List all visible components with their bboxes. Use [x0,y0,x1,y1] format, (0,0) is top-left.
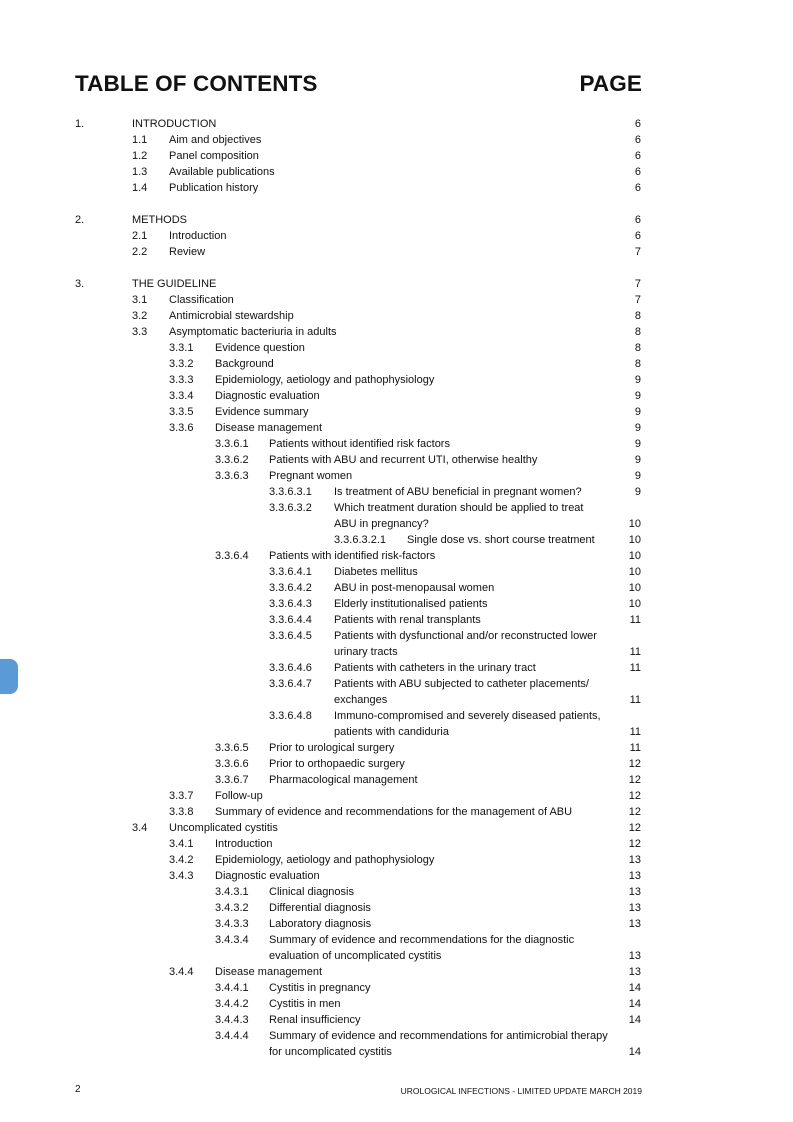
toc-entry-number: 3.3.6.3.2 [269,502,312,514]
toc-entry-number: 3.3.6.5 [215,742,249,754]
toc-entry-page: 12 [628,758,641,770]
toc-entry-page: 11 [629,646,641,658]
toc-entry-page: 10 [628,534,641,546]
toc-entry-title: Introduction [169,230,227,242]
toc-entry-title: Prior to orthopaedic surgery [269,758,405,770]
toc-entry-title: Clinical diagnosis [269,886,354,898]
toc-entry-number: 3.1 [132,294,148,306]
toc-entry-title: Patients with ABU and recurrent UTI, otherwise healthy [269,454,538,466]
toc-entry-number: 3.4.4.3 [215,1014,249,1026]
toc-entry-number: 2.2 [132,246,148,258]
toc-entry-page: 12 [628,774,641,786]
toc-entry-title: urinary tracts [334,646,398,658]
toc-entry-page: 7 [634,278,641,290]
toc-entry-number: 3.3.6.4.7 [269,678,312,690]
toc-entry-title: THE GUIDELINE [132,278,217,290]
toc-entry-title: Background [215,358,274,370]
toc-entry-page: 12 [628,790,641,802]
toc-entry-title: METHODS [132,214,187,226]
toc-entry-page: 7 [634,246,641,258]
toc-entry-title: Cystitis in men [269,998,341,1010]
toc-entry-page: 10 [628,518,641,530]
toc-entry-page: 6 [634,230,641,242]
toc-entry-number: 3.3.6.6 [215,758,249,770]
toc-entry-number: 3.3.6.4.2 [269,582,312,594]
toc-entry-number: 3.2 [132,310,148,322]
toc-entry-page: 6 [634,182,641,194]
toc-entry-number: 3.3.6.2 [215,454,249,466]
toc-entry-title: Available publications [169,166,275,178]
toc-entry-number: 3.3.8 [169,806,194,818]
toc-entry-page: 11 [629,662,641,674]
toc-entry-number: 3.3.6.4.6 [269,662,312,674]
toc-entry-number: 3.3.6.1 [215,438,249,450]
toc-entry-title: exchanges [334,694,388,706]
toc-entry-number: 3.3.6.3.1 [269,486,312,498]
toc-entry-page: 13 [628,918,641,930]
toc-entry-title: Patients with ABU subjected to catheter placements/ [334,678,589,690]
toc-entry-page: 11 [629,614,641,626]
toc-entry-page: 10 [628,550,641,562]
toc-entry-page: 6 [634,214,641,226]
document-title: UROLOGICAL INFECTIONS - LIMITED UPDATE MARCH 2019 [400,1086,642,1096]
toc-entry-title: Cystitis in pregnancy [269,982,371,994]
toc-entry-page: 13 [628,854,641,866]
toc-entry-number: 3.3.1 [169,342,194,354]
toc-entry-page: 13 [628,886,641,898]
toc-entry-number: 3. [75,278,85,290]
toc-entry-title: Patients without identified risk factors [269,438,450,450]
toc-entry-title: Diagnostic evaluation [215,390,320,402]
toc-entry-page: 9 [634,422,641,434]
toc-entry-number: 3.3.3 [169,374,194,386]
toc-entry-title: Classification [169,294,234,306]
toc-entry-title: Diagnostic evaluation [215,870,320,882]
toc-entry-number: 3.3.6.3 [215,470,249,482]
toc-entry-page: 14 [628,982,641,994]
toc-entry-title: Publication history [169,182,259,194]
toc-entry-number: 3.3.6.4.5 [269,630,312,642]
toc-entry-title: Antimicrobial stewardship [169,310,294,322]
toc-entry-page: 6 [634,134,641,146]
toc-entry-number: 3.3.7 [169,790,194,802]
toc-entry-page: 10 [628,598,641,610]
toc-entry-title: Prior to urological surgery [269,742,395,754]
toc-entry-title: Epidemiology, aetiology and pathophysiology [215,854,435,866]
toc-entry-number: 3.3.6.4.3 [269,598,312,610]
toc-entry-page: 6 [634,150,641,162]
toc-entry-number: 3.3.6.3.2.1 [334,534,386,546]
toc-entry-page: 7 [634,294,641,306]
toc-entry-title: Summary of evidence and recommendations for the diagnostic [269,934,575,946]
toc-entry-title: Patients with dysfunctional and/or reconstructed lower [334,630,597,642]
toc-entry-page: 13 [628,966,641,978]
toc-entry-number: 3.4.3.3 [215,918,249,930]
toc-entry-page: 11 [629,694,641,706]
toc-entry-page: 13 [628,902,641,914]
toc-entry-page: 12 [628,822,641,834]
toc-entry-page: 12 [628,838,641,850]
toc-entry-title: Diabetes mellitus [334,566,418,578]
toc-entry-page: 9 [634,470,641,482]
toc-entry-number: 3.3.6.4.4 [269,614,312,626]
toc-entry-page: 13 [628,870,641,882]
toc-entry-page: 9 [634,454,641,466]
toc-entry-number: 3.4.3.1 [215,886,249,898]
toc-entry-title: Renal insufficiency [269,1014,361,1026]
toc-entry-number: 3.3.5 [169,406,194,418]
toc-entry-number: 3.4.3.2 [215,902,249,914]
toc-entry-title: Epidemiology, aetiology and pathophysiology [215,374,435,386]
toc-entry-page: 13 [628,950,641,962]
toc-entry-page: 12 [628,806,641,818]
toc-entry-page: 14 [628,1046,641,1058]
toc-entry-title: ABU in post-menopausal women [334,582,495,594]
toc-entry-title: Differential diagnosis [269,902,371,914]
toc-entry-number: 1.3 [132,166,148,178]
toc-entry-title: evaluation of uncomplicated cystitis [269,950,442,962]
toc-entry-page: 10 [628,582,641,594]
toc-entry-title: Patients with renal transplants [334,614,481,626]
toc-entry-number: 1.4 [132,182,148,194]
toc-entry-number: 1.2 [132,150,148,162]
toc-entry-number: 3.3.6.7 [215,774,249,786]
toc-entry-page: 6 [634,166,641,178]
toc-entry-title: Laboratory diagnosis [269,918,372,930]
toc-entry-title: Review [169,246,206,258]
toc-entry-title: for uncomplicated cystitis [269,1046,392,1058]
toc-entry-number: 3.4 [132,822,148,834]
toc-entry-number: 3.3.6.4.1 [269,566,312,578]
toc-entry-page: 6 [634,118,641,130]
page-column-label: PAGE [579,71,642,96]
toc-entry-page: 14 [628,1014,641,1026]
toc-entry-title: Which treatment duration should be applied to treat [334,502,584,514]
toc-entry-title: Asymptomatic bacteriuria in adults [169,326,337,338]
toc-entry-number: 3.4.2 [169,854,194,866]
toc-entry-page: 9 [634,486,641,498]
toc-entry-number: 3.4.3 [169,870,194,882]
toc-entry-title: Disease management [215,966,323,978]
toc-entry-title: ABU in pregnancy? [334,518,429,530]
toc-entry-page: 9 [634,406,641,418]
toc-entry-number: 3.3.6.4.8 [269,710,312,722]
toc-entry-title: Summary of evidence and recommendations for antimicrobial therapy [269,1030,608,1042]
toc-entry-page: 9 [634,390,641,402]
toc-entry-title: Patients with identified risk-factors [269,550,436,562]
toc-entry-title: Disease management [215,422,323,434]
toc-entry-page: 9 [634,438,641,450]
toc-entry-title: Pregnant women [269,470,353,482]
toc-entry-page: 10 [628,566,641,578]
page-number: 2 [75,1084,81,1095]
toc-entry-title: Pharmacological management [269,774,418,786]
toc-entry-title: patients with candiduria [334,726,449,738]
toc-entry-number: 3.3.6.4 [215,550,249,562]
toc-entry-title: Evidence summary [215,406,309,418]
toc-entry-page: 8 [634,358,641,370]
toc-entry-number: 3.3.4 [169,390,194,402]
toc-entry-page: 14 [628,998,641,1010]
toc-entry-number: 3.4.4.1 [215,982,249,994]
toc-entry-title: Uncomplicated cystitis [169,822,278,834]
toc-entry-title: Immuno-compromised and severely diseased patients, [334,710,601,722]
toc-entry-title: Summary of evidence and recommendations for the management of ABU [215,806,573,818]
toc-entry-number: 1.1 [132,134,148,146]
toc-entry-number: 3.3 [132,326,148,338]
section-tab-marker [0,659,18,694]
toc-entry-number: 3.4.4.4 [215,1030,249,1042]
toc-entry-title: Aim and objectives [169,134,262,146]
toc-entry-number: 3.4.1 [169,838,194,850]
toc-entry-number: 3.4.3.4 [215,934,249,946]
toc-entry-page: 8 [634,326,641,338]
toc-entry-title: Elderly institutionalised patients [334,598,488,610]
toc-entry-page: 11 [629,726,641,738]
toc-entry-title: Patients with catheters in the urinary tract [334,662,536,674]
toc-title: TABLE OF CONTENTS [75,71,318,96]
toc-entry-title: INTRODUCTION [132,118,217,130]
toc-heading [75,71,642,97]
toc-entry-number: 3.3.6 [169,422,194,434]
toc-entry-page: 11 [629,742,641,754]
toc-entry-page: 8 [634,342,641,354]
toc-entry-number: 3.4.4.2 [215,998,249,1010]
toc-entry-title: Evidence question [215,342,305,354]
toc-entry-number: 3.3.2 [169,358,194,370]
toc-entry-number: 2.1 [132,230,148,242]
toc-entry-title: Panel composition [169,150,259,162]
toc-entry-number: 1. [75,118,85,130]
toc-entry-title: Is treatment of ABU beneficial in pregnant women? [334,486,582,498]
toc-entry-page: 9 [634,374,641,386]
toc-entry-title: Follow-up [215,790,263,802]
toc-entry-number: 3.4.4 [169,966,194,978]
toc-entry-page: 8 [634,310,641,322]
toc-entry-number: 2. [75,214,85,226]
toc-entry-title: Introduction [215,838,273,850]
toc-entry-title: Single dose vs. short course treatment [407,534,595,546]
